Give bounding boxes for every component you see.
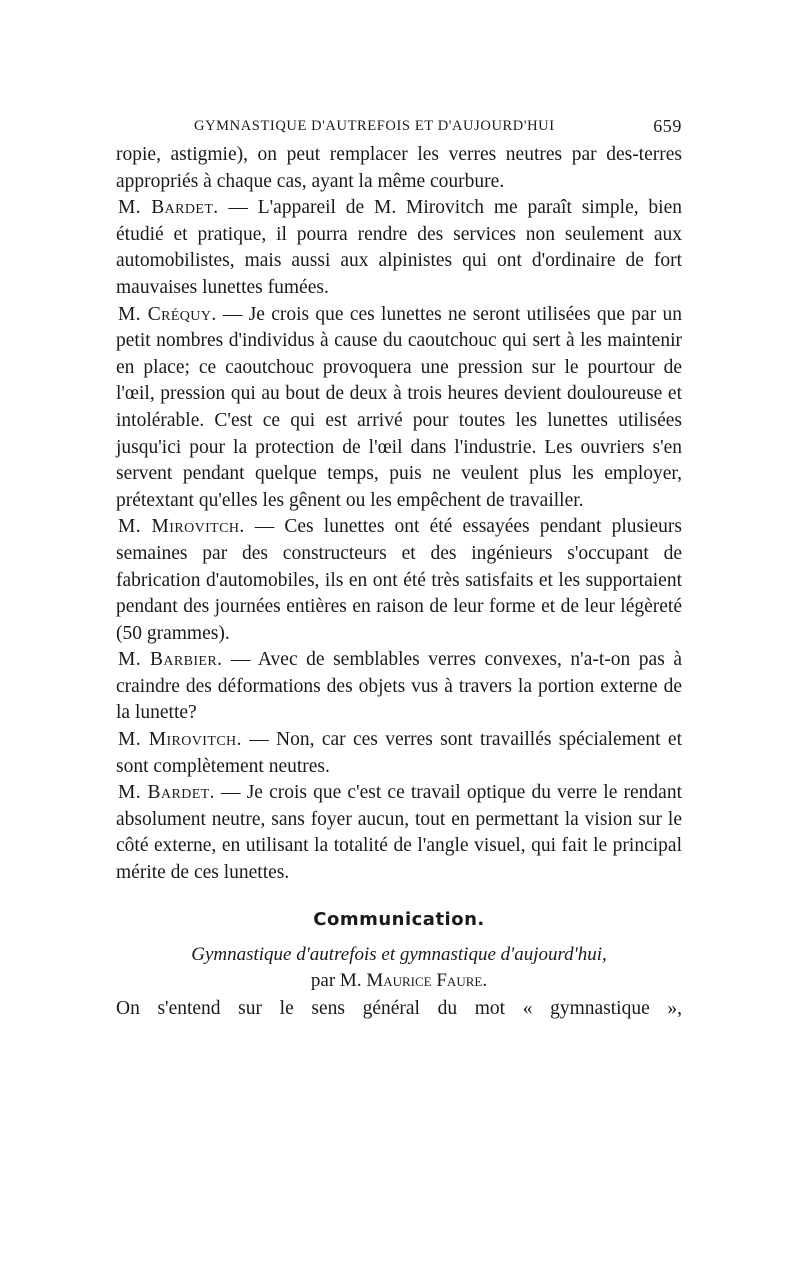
author-name: Maurice Faure. [366, 969, 488, 991]
paragraph [116, 514, 682, 647]
paragraph [116, 142, 682, 195]
paragraph [116, 302, 682, 515]
page-number: 659 [653, 116, 682, 136]
communication-title: Gymnastique d'autrefois et gymnastique d'aujourd'hui, [191, 943, 607, 965]
paragraph [116, 647, 682, 727]
speaker-name: M. Mirovitch. [118, 729, 242, 751]
speaker-name: M. Barbier. [118, 649, 223, 671]
paragraph [116, 780, 682, 886]
paragraph [116, 727, 682, 780]
communication-author [116, 970, 682, 992]
paragraph-text: — L'appareil de M. Mirovitch me paraît simple, bien étudié et pratique, il pourra rendre des services non seulement aux automobilistes, mais aussi aux alpinistes qui ont d'ordinaire de fort mauvaises lunettes fumées. [116, 197, 682, 298]
paragraph-text: ropie, astigmie), on peut remplacer les verres neutres par des-terres appropriés à chaque cas, ayant la même courbure. [116, 144, 682, 192]
paragraph-text: — Ces lunettes ont été essayées pendant plusieurs semaines par des constructeurs et des ingénieurs s'occupant de fabrication d'automobiles, ils en ont été très satisfaits et les supportaient pendant des journées entières en raison de leur forme et de leur légèreté (50 grammes). [116, 516, 682, 644]
communication-first-line: On s'entend sur le sens général du mot « gymnastique », [116, 997, 682, 1019]
author-prefix: par M. [310, 969, 367, 991]
speaker-name: M. Créquy. [118, 303, 217, 325]
running-title: GYMNASTIQUE D'AUTREFOIS ET D'AUJOURD'HUI [194, 118, 555, 134]
section-heading: Communication. [313, 908, 485, 930]
paragraph-text: — Non, car ces verres sont travaillés spécialement et sont complètement neutres. [116, 729, 682, 777]
speaker-name: M. Mirovitch. [118, 516, 245, 538]
paragraph [116, 195, 682, 301]
paragraph-text: — Avec de semblables verres convexes, n'a-t-on pas à craindre des déformations des objets vus à travers la portion externe de la lunette? [116, 649, 682, 724]
book-page [116, 112, 682, 1020]
paragraph-text: — Je crois que c'est ce travail optique du verre le rendant absolument neutre, sans foyer aucun, tout en permettant la vision sur le côté externe, en utilisant la totalité de l'angle visuel, qui fait le principal mérite de ces lunettes. [116, 782, 682, 884]
discussion-text [116, 142, 682, 887]
speaker-name: M. Bardet. [118, 782, 215, 804]
speaker-name: M. Bardet. [118, 197, 219, 219]
running-header [116, 112, 682, 142]
paragraph-text: — Je crois que ces lunettes ne seront utilisées que par un petit nombres d'individus à cause du caoutchouc qui sert à les maintenir en place; ce caoutchouc provoquera une pression sur le pourtour de l'œil, pression qui au bout de deux à trois heures devient douloureuse et intolérable. C'est ce qui est arrivé pour toutes les lunettes utilisées jusqu'ici pour la protection de l'œil dans l'industrie. Les ouvriers s'en servent pendant quelque temps, puis ne veulent plus les employer, prétextant qu'elles les gênent ou les empêchent de travailler. [116, 303, 682, 511]
